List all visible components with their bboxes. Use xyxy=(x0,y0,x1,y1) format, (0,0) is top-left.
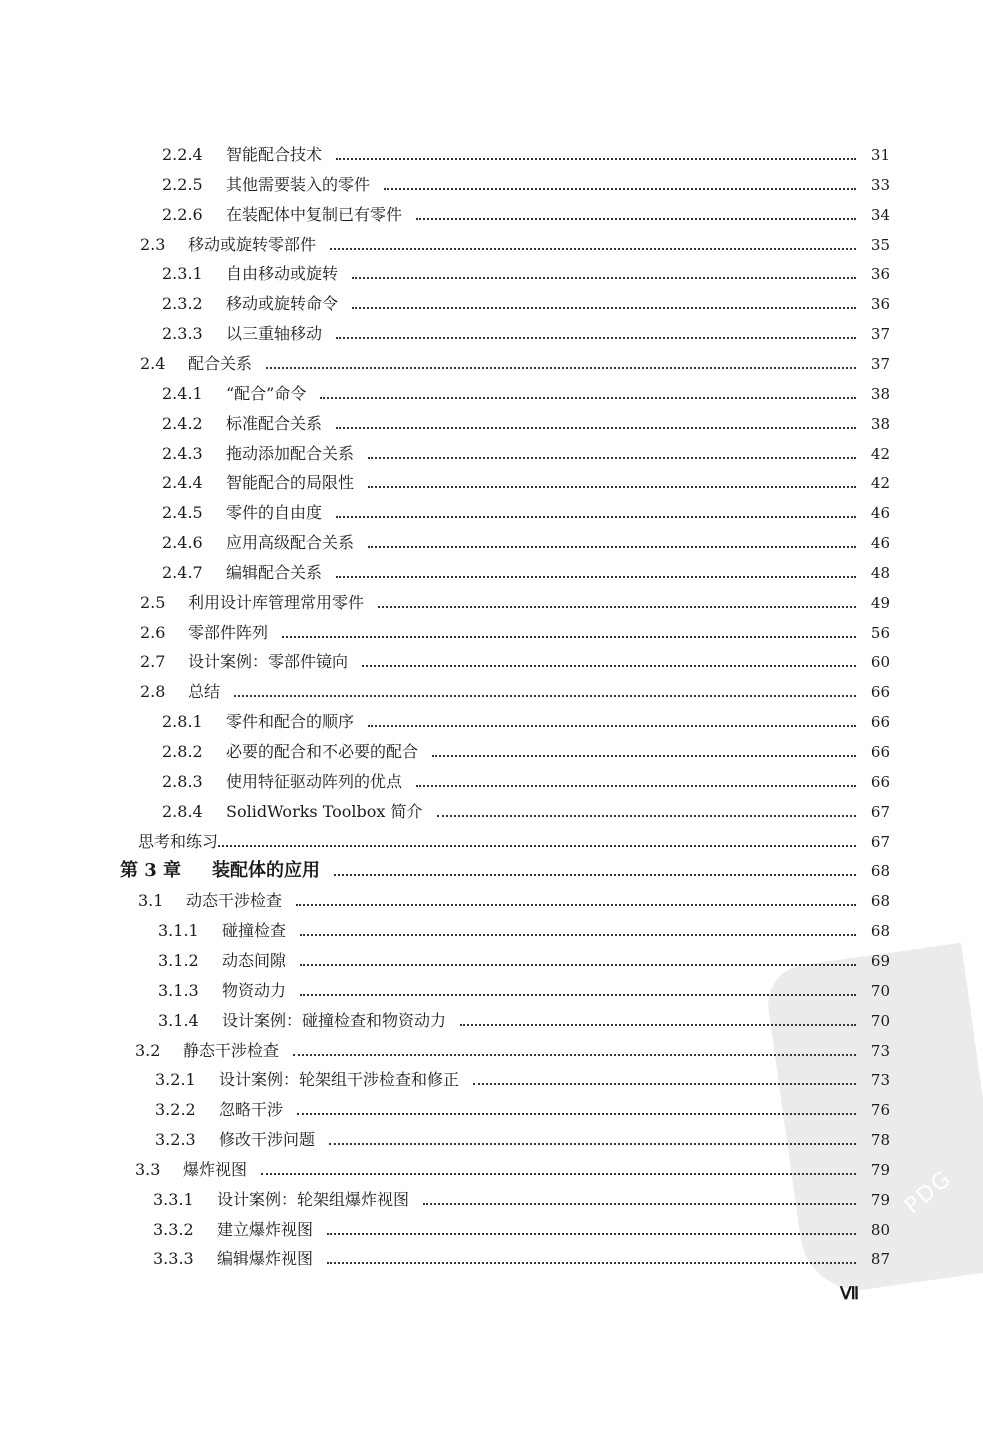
toc-entry-page: 38 xyxy=(870,384,890,403)
toc-entry-page: 68 xyxy=(870,922,890,941)
toc-entry-title: 设计案例：轮架组干涉检查和修正 xyxy=(219,1070,460,1090)
toc-entry xyxy=(140,589,890,613)
toc-entry-title: 拖动添加配合关系 xyxy=(226,443,355,463)
toc-entry xyxy=(162,141,890,165)
toc-entry xyxy=(153,1216,890,1240)
toc-entry-title: 编辑爆炸视图 xyxy=(217,1249,314,1269)
toc-entry xyxy=(162,201,890,225)
toc-entry-number: 3.2.3 xyxy=(155,1130,196,1150)
toc-entry-page: 33 xyxy=(870,175,890,194)
toc-entry xyxy=(135,1037,890,1061)
toc-entry-number: 2.8.4 xyxy=(162,801,203,821)
toc-dot-leader xyxy=(423,1203,856,1205)
toc-entry xyxy=(158,917,890,941)
toc-entry-page: 70 xyxy=(870,1011,890,1030)
toc-dot-leader xyxy=(320,397,856,399)
toc-entry-number: 2.2.4 xyxy=(162,145,203,164)
toc-entry xyxy=(162,290,890,314)
toc-entry-page: 46 xyxy=(870,504,890,523)
toc-dot-leader xyxy=(300,994,856,996)
toc-entry-title: 设计案例：碰撞检查和物资动力 xyxy=(222,1010,447,1030)
toc-entry-number: 2.8.2 xyxy=(162,742,203,761)
toc-entry-title: 动态间隙 xyxy=(222,950,287,970)
toc-entry-number: 3.1.1 xyxy=(158,921,199,941)
toc-entry-page: 78 xyxy=(870,1131,890,1150)
toc-entry-number: 2.4.1 xyxy=(162,383,203,403)
toc-entry-title: 设计案例：零部件镜向 xyxy=(188,652,349,672)
toc-dot-leader xyxy=(473,1083,856,1085)
toc-entry-title: 智能配合技术 xyxy=(226,145,323,164)
toc-entry-page: 69 xyxy=(870,951,890,970)
toc-dot-leader xyxy=(460,1024,856,1026)
toc-entry-page: 35 xyxy=(870,235,890,254)
toc-entry-title: 移动或旋转命令 xyxy=(226,294,339,314)
toc-entry-title: 移动或旋转零部件 xyxy=(188,234,317,254)
toc-entry-page: 31 xyxy=(870,146,890,164)
toc-entry-page: 80 xyxy=(870,1220,890,1239)
toc-entry-number: 2.8.3 xyxy=(162,771,203,791)
toc-dot-leader xyxy=(300,934,856,936)
toc-dot-leader xyxy=(330,248,856,250)
toc-entry-title: 零部件阵列 xyxy=(188,622,269,642)
toc-entry xyxy=(158,947,890,971)
toc-entry-page: 79 xyxy=(870,1160,890,1179)
toc-entry xyxy=(162,738,890,762)
toc-entry-number: 3.1.3 xyxy=(158,980,199,1000)
toc-entry-number: 3.3.3 xyxy=(153,1249,194,1269)
toc-entry-title: 利用设计库管理常用零件 xyxy=(188,592,365,612)
toc-entry-number: 2.2.6 xyxy=(162,204,203,224)
toc-entry xyxy=(162,708,890,732)
toc-entry-number: 3.3.2 xyxy=(153,1219,194,1239)
toc-entry-number: 第 3 章 xyxy=(120,860,182,882)
toc-dot-leader xyxy=(334,874,856,876)
toc-entry-number: 3.1 xyxy=(138,891,164,911)
toc-dot-leader xyxy=(327,1262,856,1264)
toc-dot-leader xyxy=(362,665,856,667)
toc-entry xyxy=(153,1186,890,1210)
toc-entry-number: 3.1.2 xyxy=(158,950,199,970)
toc-entry-title: 建立爆炸视图 xyxy=(217,1219,314,1239)
toc-entry-number: 2.3 xyxy=(140,234,166,254)
toc-entry xyxy=(162,410,890,434)
toc-dot-leader xyxy=(234,695,856,697)
toc-entry-page: 68 xyxy=(870,892,890,911)
toc-entry-number: 2.3.2 xyxy=(162,294,203,314)
toc-entry-page: 66 xyxy=(870,743,890,761)
toc-entry xyxy=(140,350,890,374)
toc-entry-page: 42 xyxy=(870,474,890,493)
toc-entry-number: 2.2.5 xyxy=(162,174,203,194)
toc-entry xyxy=(162,559,890,583)
toc-entry xyxy=(140,619,890,643)
toc-dot-leader xyxy=(368,725,856,727)
toc-entry-page: 42 xyxy=(870,444,890,463)
toc-dot-leader xyxy=(352,277,856,279)
toc-entry-page: 66 xyxy=(870,683,890,702)
toc-entry-page: 60 xyxy=(870,653,890,672)
toc-entry-title: 零件和配合的顺序 xyxy=(226,712,355,732)
toc-entry-number: 2.4.7 xyxy=(162,562,203,582)
toc-dot-leader xyxy=(218,845,856,847)
toc-entry-page: 70 xyxy=(870,981,890,1000)
toc-dot-leader xyxy=(378,606,856,608)
toc-entry-page: 66 xyxy=(870,772,890,791)
toc-entry xyxy=(162,440,890,464)
toc-dot-leader xyxy=(329,1143,856,1145)
toc-dot-leader xyxy=(416,218,856,220)
toc-entry-number: 2.4.2 xyxy=(162,413,203,433)
toc-entry-number: 3.2 xyxy=(135,1040,161,1060)
toc-entry xyxy=(162,380,890,404)
toc-entry-title: 必要的配合和不必要的配合 xyxy=(226,742,419,761)
toc-entry-page: 48 xyxy=(870,563,890,582)
toc-entry-number: 2.5 xyxy=(140,592,166,612)
toc-entry-title: 碰撞检查 xyxy=(222,921,287,941)
toc-dot-leader xyxy=(282,636,856,638)
toc-entry-number: 2.8.1 xyxy=(162,712,203,732)
toc-dot-leader xyxy=(261,1173,856,1175)
toc-entry-title: 修改干涉问题 xyxy=(219,1130,316,1150)
toc-entry xyxy=(162,171,890,195)
toc-entry-page: 87 xyxy=(870,1250,890,1269)
toc-dot-leader xyxy=(368,546,856,548)
toc-dot-leader xyxy=(336,516,856,518)
toc-entry-title: “配合”命令 xyxy=(226,383,307,403)
toc-entry-title: 爆炸视图 xyxy=(183,1159,248,1179)
toc-dot-leader xyxy=(336,576,856,578)
toc-entry xyxy=(162,768,890,792)
toc-entry-title: 动态干涉检查 xyxy=(186,891,283,911)
toc-entry-number: 2.6 xyxy=(140,622,166,642)
toc-entry-number: 3.1.4 xyxy=(158,1010,199,1030)
toc-entry xyxy=(138,828,890,852)
page-folio: Ⅶ xyxy=(840,1284,860,1303)
toc-entry-title: 配合关系 xyxy=(188,353,253,373)
toc-entry-page: 76 xyxy=(870,1101,890,1120)
toc-entry-page: 36 xyxy=(870,295,890,314)
toc-dot-leader xyxy=(300,964,856,966)
toc-entry-page: 37 xyxy=(870,354,890,373)
toc-entry xyxy=(162,798,890,822)
toc-entry-title: 在装配体中复制已有零件 xyxy=(226,204,403,224)
toc-entry xyxy=(135,1156,890,1180)
toc-entry-title: 物资动力 xyxy=(222,980,287,1000)
toc-entry xyxy=(138,887,890,911)
toc-entry-page: 67 xyxy=(870,802,890,821)
toc-dot-leader xyxy=(352,307,856,309)
toc-entry-number: 2.3.1 xyxy=(162,264,203,284)
toc-dot-leader xyxy=(368,486,856,488)
toc-entry-page: 79 xyxy=(870,1190,890,1209)
toc-entry xyxy=(140,678,890,702)
toc-entry-number: 2.4.3 xyxy=(162,443,203,463)
toc-entry-page: 73 xyxy=(870,1041,890,1060)
toc-entry xyxy=(155,1066,890,1090)
toc-entry xyxy=(162,469,890,493)
toc-dot-leader xyxy=(297,1113,856,1115)
toc-entry-title: 智能配合的局限性 xyxy=(226,473,355,493)
toc-entry-page: 46 xyxy=(870,534,890,553)
toc-entry xyxy=(155,1126,890,1150)
toc-entry xyxy=(162,260,890,284)
toc-entry-number: 2.4.6 xyxy=(162,533,203,553)
toc-dot-leader xyxy=(437,815,856,817)
toc-dot-leader xyxy=(327,1233,856,1235)
toc-entry-page: 38 xyxy=(870,414,890,433)
toc-entry-title: 编辑配合关系 xyxy=(226,562,323,582)
toc-entry-title: 零件的自由度 xyxy=(226,503,323,523)
toc-entry-title: SolidWorks Toolbox 简介 xyxy=(226,801,423,821)
toc-entry-page: 34 xyxy=(870,205,890,224)
toc-entry-number: 3.2.1 xyxy=(155,1070,196,1090)
toc-entry xyxy=(158,1007,890,1031)
toc-entry xyxy=(140,231,890,255)
toc-entry-page: 36 xyxy=(870,265,890,284)
toc-entry-number: 2.8 xyxy=(140,682,166,702)
toc-entry-title: 静态干涉检查 xyxy=(183,1040,280,1060)
toc-entry-title: 装配体的应用 xyxy=(212,860,320,882)
toc-entry-title: 使用特征驱动阵列的优点 xyxy=(226,771,403,791)
toc-dot-leader xyxy=(296,904,856,906)
toc-entry-page: 49 xyxy=(870,593,890,612)
toc-entry-title: 思考和练习 xyxy=(138,831,219,851)
toc-entry-title: 其他需要装入的零件 xyxy=(226,174,371,194)
toc-dot-leader xyxy=(368,457,856,459)
toc-entry-page: 37 xyxy=(870,325,890,344)
toc-entry-page: 73 xyxy=(870,1071,890,1090)
toc-entry-number: 2.3.3 xyxy=(162,324,203,344)
watermark-text: PDG xyxy=(900,1165,958,1220)
toc-entry xyxy=(155,1096,890,1120)
toc-entry xyxy=(162,529,890,553)
toc-dot-leader xyxy=(432,755,856,757)
toc-entry-number: 3.3 xyxy=(135,1159,161,1179)
toc-entry-number: 2.4.4 xyxy=(162,473,203,493)
toc-entry-page: 66 xyxy=(870,713,890,732)
toc-dot-leader xyxy=(384,188,856,190)
toc-entry-title: 应用高级配合关系 xyxy=(226,533,355,553)
toc-entry-page: 68 xyxy=(870,862,890,881)
toc-entry-title: 忽略干涉 xyxy=(219,1100,284,1120)
toc-entry xyxy=(120,857,890,881)
toc-entry-page: 56 xyxy=(870,623,890,642)
toc-entry-number: 2.7 xyxy=(140,652,166,672)
toc-dot-leader xyxy=(336,337,856,339)
toc-entry xyxy=(158,977,890,1001)
toc-dot-leader xyxy=(293,1054,856,1056)
toc-entry-number: 3.2.2 xyxy=(155,1100,196,1120)
toc-entry-page: 67 xyxy=(870,832,890,851)
toc-dot-leader xyxy=(266,367,856,369)
toc-entry xyxy=(140,648,890,672)
toc-dot-leader xyxy=(336,427,856,429)
toc-dot-leader xyxy=(336,158,856,160)
toc-dot-leader xyxy=(416,785,856,787)
toc-entry-number: 2.4 xyxy=(140,353,166,373)
toc-entry xyxy=(162,320,890,344)
toc-entry-title: 以三重轴移动 xyxy=(226,324,323,344)
toc-entry-number: 2.4.5 xyxy=(162,503,203,523)
toc-entry-title: 自由移动或旋转 xyxy=(226,264,339,284)
toc-entry xyxy=(162,499,890,523)
toc-entry-title: 总结 xyxy=(188,682,221,702)
toc-entry-title: 设计案例：轮架组爆炸视图 xyxy=(217,1189,410,1209)
toc-entry-title: 标准配合关系 xyxy=(226,413,323,433)
toc-entry xyxy=(153,1245,890,1269)
toc-entry-number: 3.3.1 xyxy=(153,1189,194,1209)
